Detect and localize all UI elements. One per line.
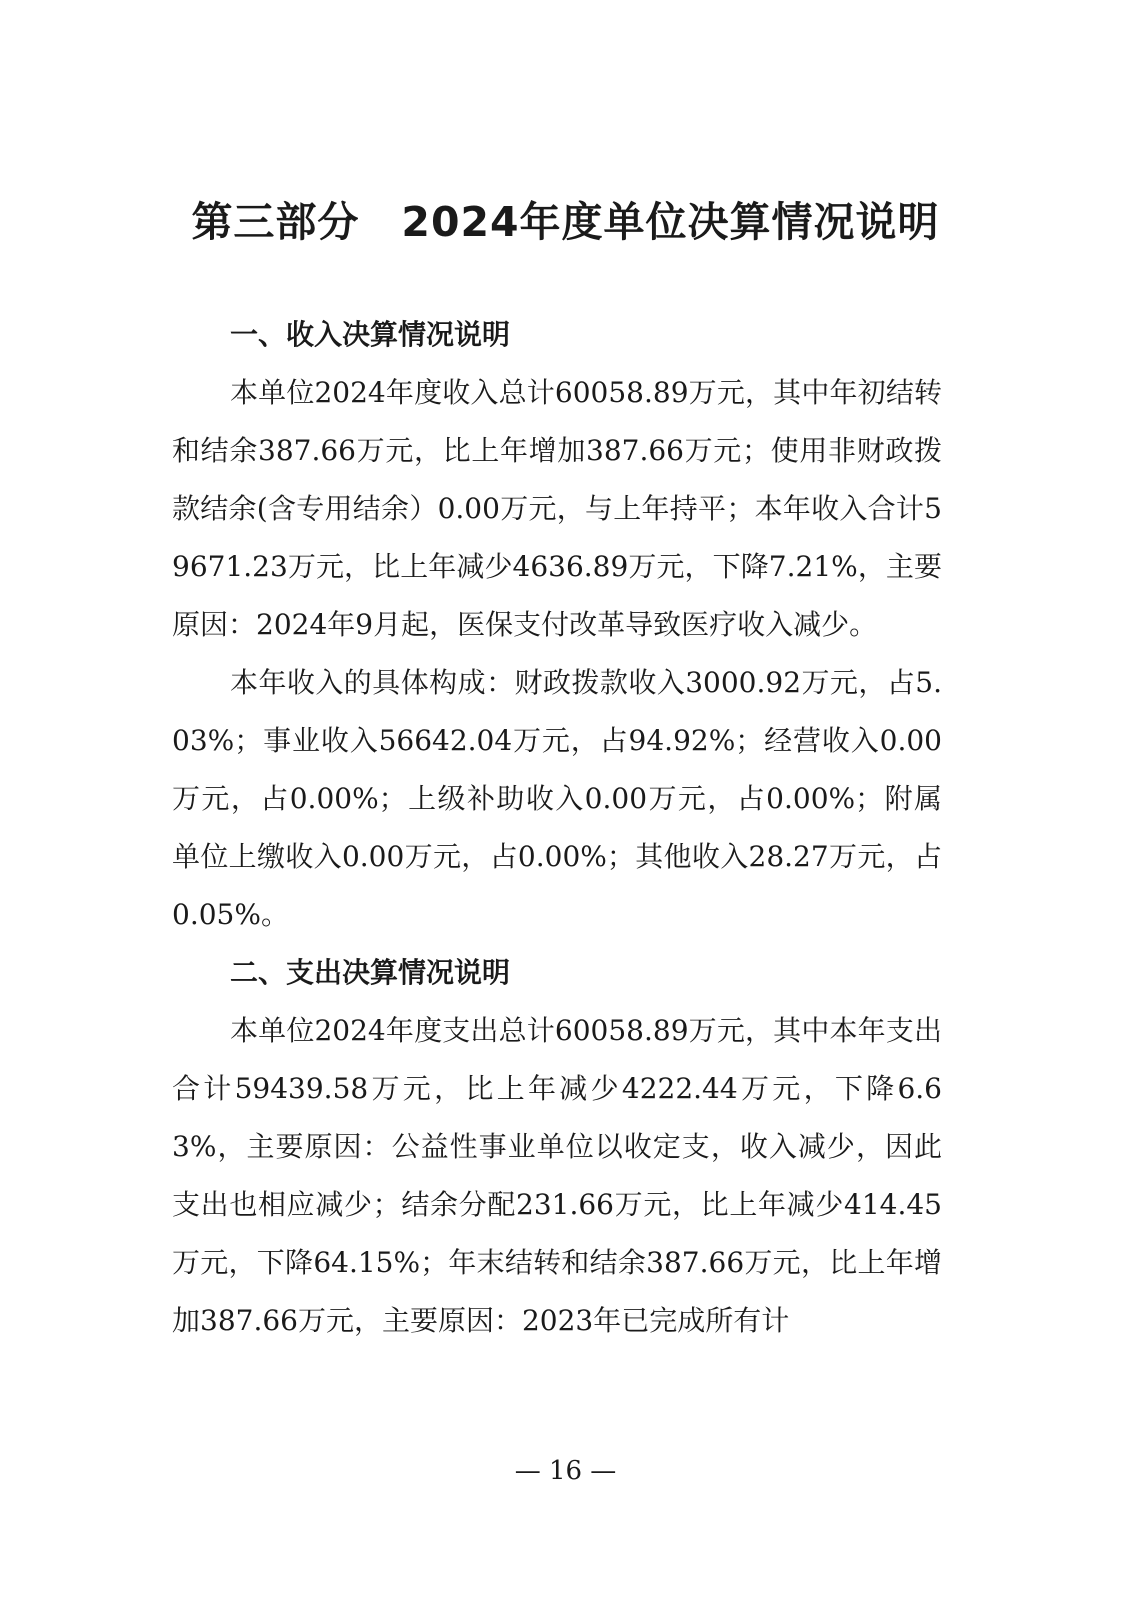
income-composition-paragraph: 本年收入的具体构成：财政拨款收入3000.92万元，占5.03%；事业收入56642.04万元，占94.92%；经营收入0.00万元，占0.00%；上级补助收入0.00万元，占0.00%；附属单位上缴收入0.00万元，占0.00%；其他收入28.27万元，占0.05%。 [172,666,942,931]
section-heading-income: 一、收入决算情况说明 [230,318,511,351]
document-body [172,306,942,1350]
page-title: 第三部分 2024年度单位决算情况说明 [191,198,940,246]
page-number: — 16 — [514,1456,617,1486]
income-summary-paragraph: 本单位2024年度收入总计60058.89万元，其中年初结转和结余387.66万元，比上年增加387.66万元；使用非财政拨款结余(含专用结余）0.00万元，与上年持平；本年收入合计59671.23万元，比上年减少4636.89万元，下降7.21%，主要原因：2024年9月起，医保支付改革导致医疗收入减少。 [172,376,942,641]
section-income [172,306,942,944]
section-expenditure [172,944,942,1350]
expenditure-summary-paragraph: 本单位2024年度支出总计60058.89万元，其中本年支出合计59439.58万元，比上年减少4222.44万元，下降6.63%，主要原因：公益性事业单位以收定支，收入减少，因此支出也相应减少；结余分配231.66万元，比上年减少414.45万元，下降64.15%；年末结转和结余387.66万元，比上年增加387.66万元，主要原因：2023年已完成所有计 [172,1014,942,1337]
section-heading-expenditure: 二、支出决算情况说明 [230,956,511,989]
